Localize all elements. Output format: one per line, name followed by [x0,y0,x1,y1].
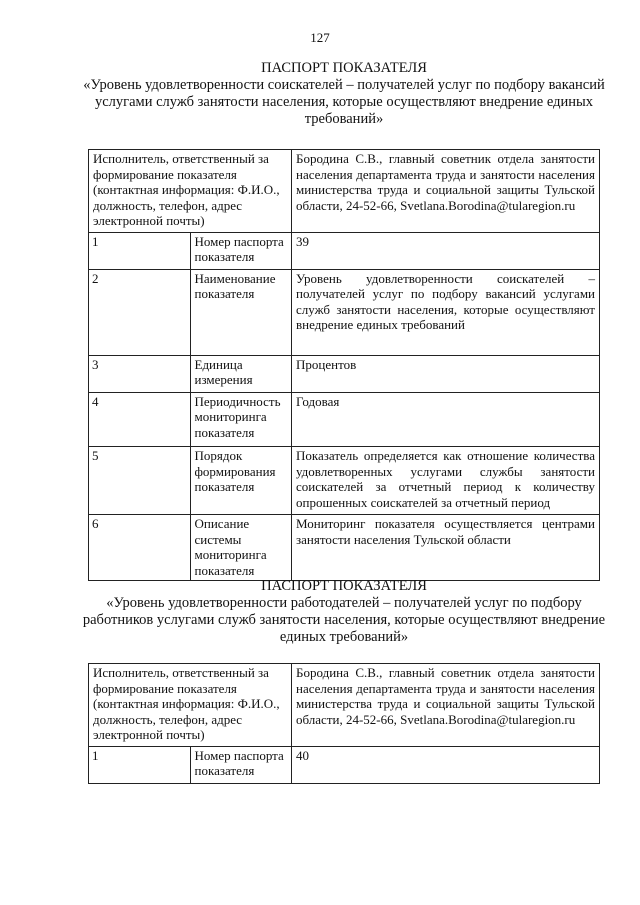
row-label: Описание системы мониторинга показателя [190,515,292,581]
table-row [89,392,600,447]
executor-label: Исполнитель, ответственный за формирование показателя (контактная информация: Ф.И.О., должность, телефон, адрес электронной почты) [89,664,292,747]
row-number: 2 [89,269,191,355]
row-label: Наименование показателя [190,269,292,355]
row-number: 5 [89,447,191,515]
row-value: Показатель определяется как отношение количества удовлетворенных услугами службы занятости соискателей за отчетный период к количеству опрошенных соискателей за отчетный период [292,447,600,515]
row-value: 39 [292,232,600,269]
passport-table [88,663,600,784]
passport-subtitle: «Уровень удовлетворенности соискателей – получателей услуг по подбору вакансий услугами служб занятости населения, которые осуществляют внедрение единых требований» [83,77,605,127]
table-row [89,269,600,355]
passport-table [88,149,600,581]
passport-title: ПАСПОРТ ПОКАЗАТЕЛЯ [261,60,427,76]
table-row [89,515,600,581]
passport-subtitle: «Уровень удовлетворенности работодателей – получателей услуг по подбору работников услугами служб занятости населения, которые осуществляют внедрение единых требований» [82,595,606,645]
row-number: 1 [89,232,191,269]
row-number: 6 [89,515,191,581]
row-label: Единица измерения [190,355,292,392]
executor-value: Бородина С.В., главный советник отдела занятости населения департамента труда и занятости населения министерства труда и социальной защиты Тульской области, 24-52-66, Svetlana.Borodina@tularegion.ru [292,150,600,233]
row-label: Периодичность мониторинга показателя [190,392,292,447]
row-value: 40 [292,746,600,783]
row-label: Порядок формирования показателя [190,447,292,515]
row-number: 1 [89,746,191,783]
row-value: Годовая [292,392,600,447]
executor-label: Исполнитель, ответственный за формирование показателя (контактная информация: Ф.И.О., должность, телефон, адрес электронной почты) [89,150,292,233]
page-number: 127 [310,30,330,45]
table-row [89,232,600,269]
row-number: 3 [89,355,191,392]
table-row-executor [89,664,600,747]
row-label: Номер паспорта показателя [190,746,292,783]
row-number: 4 [89,392,191,447]
row-label: Номер паспорта показателя [190,232,292,269]
row-value: Уровень удовлетворенности соискателей – получателей услуг по подбору вакансий услугами служб занятости населения, которые осуществляют внедрение единых требований [292,269,600,355]
table-row [89,447,600,515]
executor-value: Бородина С.В., главный советник отдела занятости населения департамента труда и занятости населения министерства труда и социальной защиты Тульской области, 24-52-66, Svetlana.Borodina@tularegion.ru [292,664,600,747]
row-value: Процентов [292,355,600,392]
indicator-passport-40 [82,578,606,784]
indicator-passport-39 [83,60,605,581]
table-row-executor [89,150,600,233]
table-row [89,355,600,392]
table-row [89,746,600,783]
passport-title: ПАСПОРТ ПОКАЗАТЕЛЯ [261,578,427,594]
row-value: Мониторинг показателя осуществляется центрами занятости населения Тульской области [292,515,600,581]
